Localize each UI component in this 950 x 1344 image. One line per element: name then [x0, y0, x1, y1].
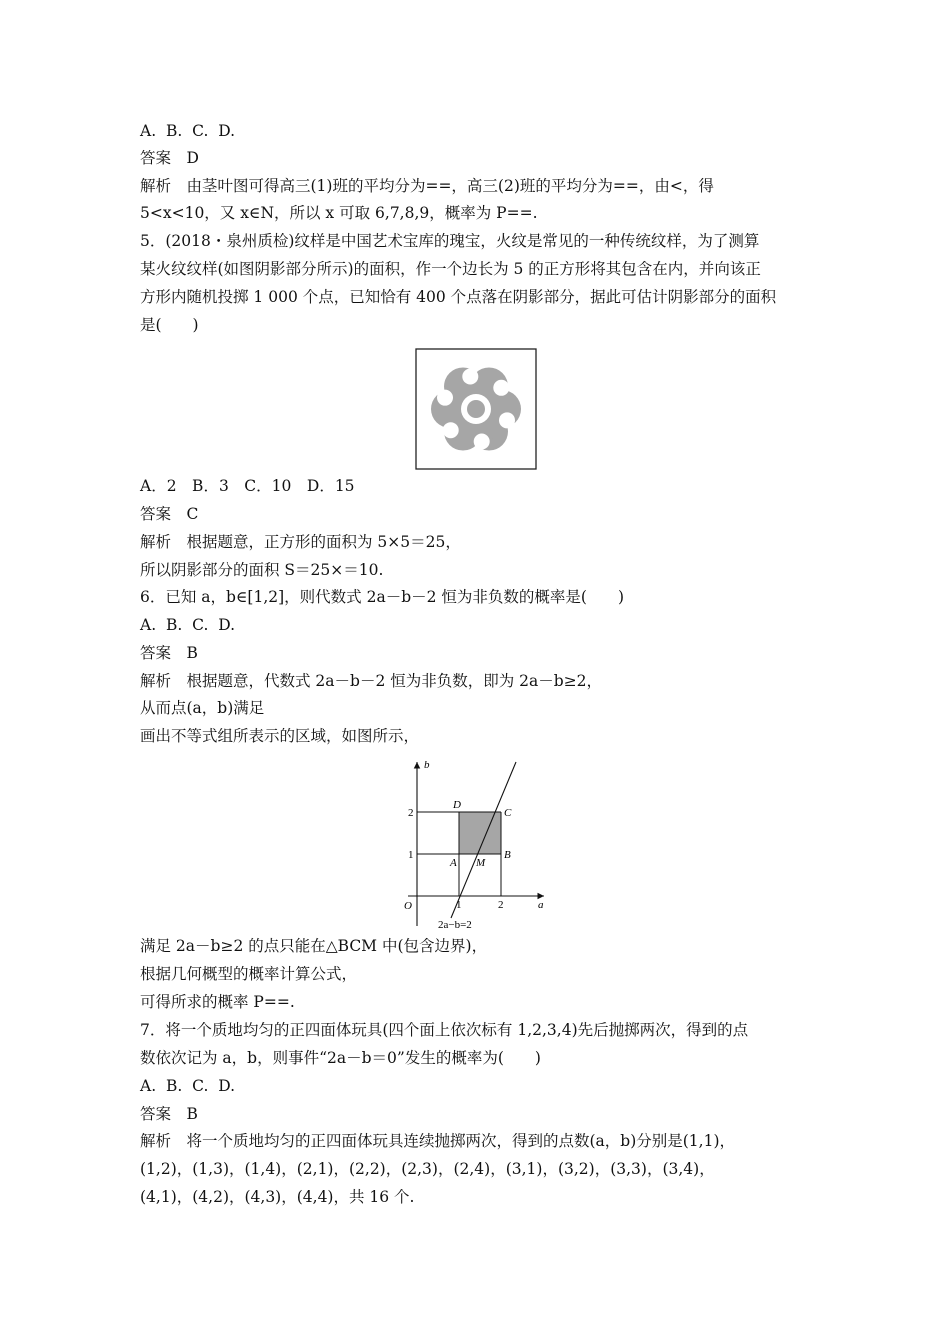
text-line: 解析 根据题意，正方形的面积为 5×5＝25，	[140, 533, 461, 551]
text-line: 可得所求的概率 P==.	[140, 993, 295, 1011]
origin-label: O	[404, 900, 412, 912]
y-tick-1: 1	[408, 849, 414, 861]
fire-swirl-cutout	[493, 380, 509, 396]
point-d-label: D	[453, 799, 461, 811]
point-m-label: M	[476, 857, 486, 869]
text-line: 5<x<10，又 x∈N，所以 x 可取 6,7,8,9，概率为 P==.	[140, 204, 538, 222]
a-axis-label: a	[538, 899, 544, 911]
text-line: 解析 根据题意，代数式 2a－b－2 恒为非负数，即为 2a－b≥2，	[140, 672, 603, 690]
text-line: 解析 将一个质地均匀的正四面体玩具连续抛掷两次，得到的点数(a，b)分别是(1,1)，	[140, 1132, 736, 1150]
text-line: A. B. C. D.	[140, 122, 236, 140]
text-line: 答案 D	[140, 149, 199, 167]
text-line: 所以阴影部分的面积 S＝25×＝10.	[140, 561, 384, 579]
region-graph	[398, 756, 550, 936]
fire-swirl-cutout	[462, 368, 478, 384]
text-line: (1,2)，(1,3)，(1,4)，(2,1)，(2,2)，(2,3)，(2,4)，(3,1)，(3,2)，(3,3)，(3,4)，	[140, 1160, 715, 1178]
fire-center	[467, 400, 485, 418]
text-line: 7．将一个质地均匀的正四面体玩具(四个面上依次标有 1,2,3,4)先后抛掷两次，得到的点	[140, 1021, 749, 1039]
text-line: 某火纹纹样(如图阴影部分所示)的面积，作一个边长为 5 的正方形将其包含在内，并向该正	[140, 260, 761, 278]
fire-swirl-cutout	[474, 434, 490, 450]
text-line: 5．(2018・泉州质检)纹样是中国艺术宝库的瑰宝，火纹是常见的一种传统纹样，为了测算	[140, 232, 760, 250]
text-line: 答案 B	[140, 644, 198, 662]
text-line: 解析 由茎叶图可得高三(1)班的平均分为==，高三(2)班的平均分为==，由<，得	[140, 177, 714, 195]
text-line: (4,1)，(4,2)，(4,3)，(4,4)，共 16 个.	[140, 1188, 415, 1206]
text-line: 是( )	[140, 316, 199, 334]
text-line: A. B. C. D.	[140, 1077, 236, 1095]
text-line: 满足 2a－b≥2 的点只能在△BCM 中(包含边界)，	[140, 937, 488, 955]
fire-pattern-shape	[431, 367, 521, 450]
fire-swirl-cutout	[437, 390, 453, 406]
fire-swirl-cutout	[499, 412, 515, 428]
line-label: 2a−b=2	[438, 919, 472, 931]
text-line: 根据几何概型的概率计算公式，	[140, 965, 358, 983]
text-line: 数依次记为 a，b，则事件“2a－b＝0”发生的概率为( )	[140, 1049, 541, 1067]
text-line: A. B. C. D.	[140, 616, 236, 634]
point-c-label: C	[504, 807, 512, 819]
x-tick-2: 2	[498, 899, 504, 911]
text-line: 答案 B	[140, 1105, 198, 1123]
text-line: 答案 C	[140, 505, 199, 523]
text-line: 6．已知 a，b∈[1,2]，则代数式 2a－b－2 恒为非负数的概率是( )	[140, 588, 625, 606]
point-b-label: B	[504, 849, 511, 861]
text-line: 画出不等式组所表示的区域，如图所示，	[140, 727, 420, 745]
b-axis-label: b	[424, 759, 430, 771]
fire-swirl-cutout	[443, 422, 459, 438]
point-a-label: A	[450, 857, 457, 869]
x-tick-1: 1	[456, 899, 462, 911]
y-tick-2: 2	[408, 807, 414, 819]
text-line: 方形内随机投掷 1 000 个点，已知恰有 400 个点落在阴影部分，据此可估计阴影部分的面积	[140, 288, 777, 306]
text-line: 从而点(a，b)满足	[140, 699, 265, 717]
fire-pattern-figure	[415, 348, 537, 470]
text-line: A．2 B．3 C．10 D．15	[140, 477, 355, 495]
